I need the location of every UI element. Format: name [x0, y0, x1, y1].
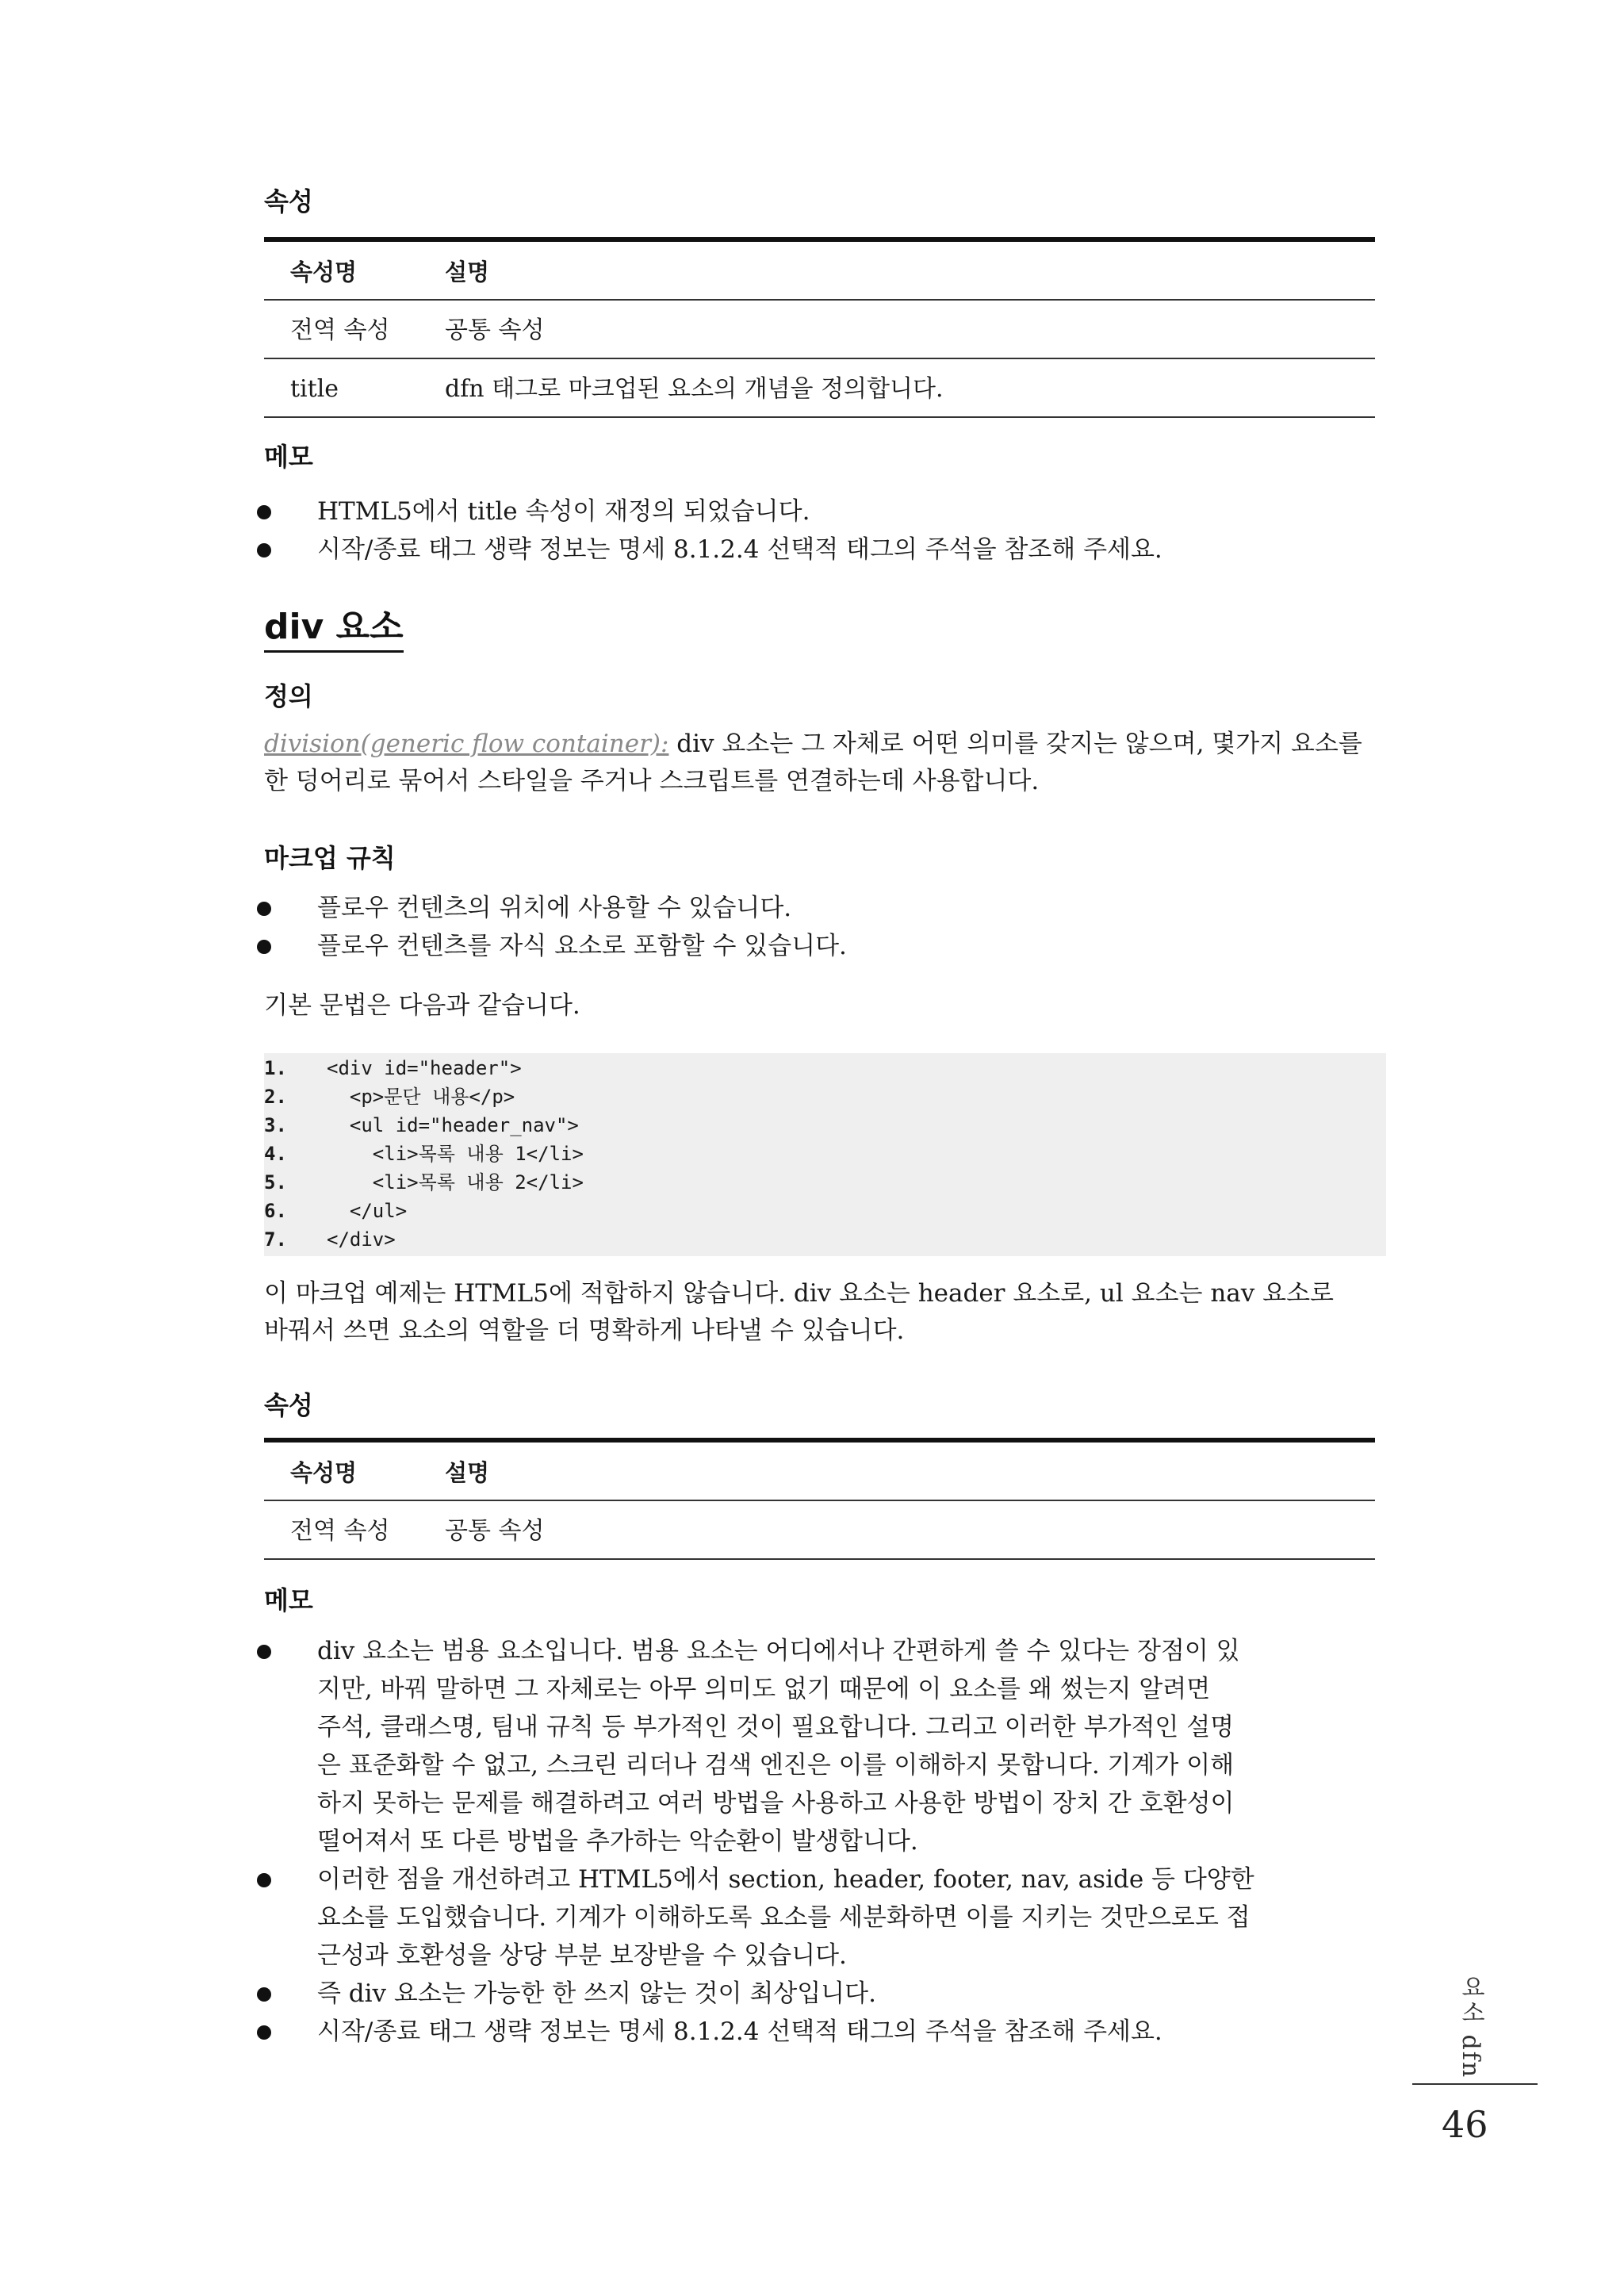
page-number: 46 — [1442, 2103, 1488, 2146]
bullet-icon — [257, 940, 271, 954]
list-item: 즉 div 요소는 가능한 한 쓰지 않는 것이 최상입니다. — [317, 1975, 1396, 2013]
after-code-paragraph: 이 마크업 예제는 HTML5에 적합하지 않습니다. div 요소는 header 요소로, ul 요소는 nav 요소로 바꿔서 쓰면 요소의 역할을 더 명확하게 나타낼 수 있습니다. — [264, 1279, 1334, 1345]
attributes-table — [264, 237, 1375, 418]
table-cell-name: 전역 속성 — [290, 1517, 390, 1545]
definition-line: division(generic flow container): div 요소는 그 자체로 어떤 의미를 갖지는 않으며, 몇가지 요소를 — [264, 730, 1362, 758]
column-header-name: 속성명 — [290, 259, 358, 285]
markup-rules-list — [317, 889, 1396, 965]
bullet-icon — [257, 1987, 271, 2002]
table-cell-description: 공통 속성 — [445, 316, 545, 344]
memo-list — [317, 1632, 1396, 2051]
section-title: div 요소 — [264, 598, 404, 653]
table-header-row — [264, 242, 1375, 301]
list-item: 플로우 컨텐츠를 자식 요소로 포함할 수 있습니다. — [317, 927, 1396, 965]
table-cell-description: dfn 태그로 마크업된 요소의 개념을 정의합니다. — [445, 375, 944, 403]
markup-rules-heading: 마크업 규칙 — [264, 843, 396, 873]
table-row — [264, 301, 1375, 359]
attributes-heading: 속성 — [264, 1390, 313, 1420]
definition-line: 한 덩어리로 묶어서 스타일을 주거나 스크립트를 연결하는데 사용합니다. — [264, 767, 1040, 795]
definition-heading: 정의 — [264, 681, 313, 711]
table-cell-description: 공통 속성 — [445, 1517, 545, 1545]
bullet-icon — [257, 2025, 271, 2040]
list-item: div 요소는 범용 요소입니다. 범용 요소는 어디에서나 간편하게 쓸 수 있다는 장점이 있 지만, 바꿔 말하면 그 자체로는 아무 의미도 없기 때문에 이 요소를 왜 썼는지 알려면 주석, 클래스명, 팀내 규칙 등 부가적인 것이 필요합니다. 그리고 이러한 부가적인 설명 은 표준화할 수 없고, 스크린 리더나 검색 엔진은 이를 이해하지 못합니다. 기계가 이해 하지 못하는 문제를 해결하려고 여러 방법을 사용하고 사용한 방법이 장치 간 호환성이 떨어져서 또 다른 방법을 추가하는 악순환이 발생합니다. — [317, 1632, 1396, 1860]
attributes-heading: 속성 — [264, 186, 313, 216]
list-item: 시작/종료 태그 생략 정보는 명세 8.1.2.4 선택적 태그의 주석을 참조해 주세요. — [317, 531, 1396, 569]
attributes-table — [264, 1438, 1375, 1560]
code-block: 1. <div id="header"> 2. <p>문단 내용</p> 3. <ul id="header_nav"> 4. <li>목록 내용 1</li> 5. <li>목록 내용 2</li> 6. </ul> 7. </div> — [264, 1053, 1386, 1256]
list-item: HTML5에서 title 속성이 재정의 되었습니다. — [317, 492, 1396, 531]
bullet-icon — [257, 902, 271, 916]
table-row — [264, 359, 1375, 418]
definition-paragraph — [264, 726, 1362, 800]
table-cell-name: title — [290, 375, 339, 403]
table-header-row — [264, 1443, 1375, 1501]
syntax-intro: 기본 문법은 다음과 같습니다. — [264, 991, 580, 1020]
bullet-icon — [257, 1645, 271, 1659]
side-section-label: 요소 dfn — [1457, 1975, 1484, 2079]
footer-rule — [1412, 2083, 1538, 2085]
table-row — [264, 1501, 1375, 1560]
column-header-description: 설명 — [445, 1459, 490, 1486]
list-item: 시작/종료 태그 생략 정보는 명세 8.1.2.4 선택적 태그의 주석을 참조해 주세요. — [317, 2013, 1396, 2051]
memo-heading: 메모 — [264, 442, 313, 472]
bullet-icon — [257, 505, 271, 519]
definition-term: division(generic flow container): — [264, 730, 669, 758]
memo-heading: 메모 — [264, 1585, 313, 1615]
bullet-icon — [257, 1873, 271, 1887]
list-item: 이러한 점을 개선하려고 HTML5에서 section, header, footer, nav, aside 등 다양한 요소를 도입했습니다. 기계가 이해하도록 요소를 세분화하면 이를 지키는 것만으로도 접 근성과 호환성을 상당 부분 보장받을 수 있습니다. — [317, 1860, 1396, 1975]
bullet-icon — [257, 543, 271, 557]
list-item: 플로우 컨텐츠의 위치에 사용할 수 있습니다. — [317, 889, 1396, 927]
table-cell-name: 전역 속성 — [290, 316, 390, 344]
column-header-description: 설명 — [445, 259, 490, 285]
memo-list — [317, 492, 1396, 569]
column-header-name: 속성명 — [290, 1459, 358, 1486]
